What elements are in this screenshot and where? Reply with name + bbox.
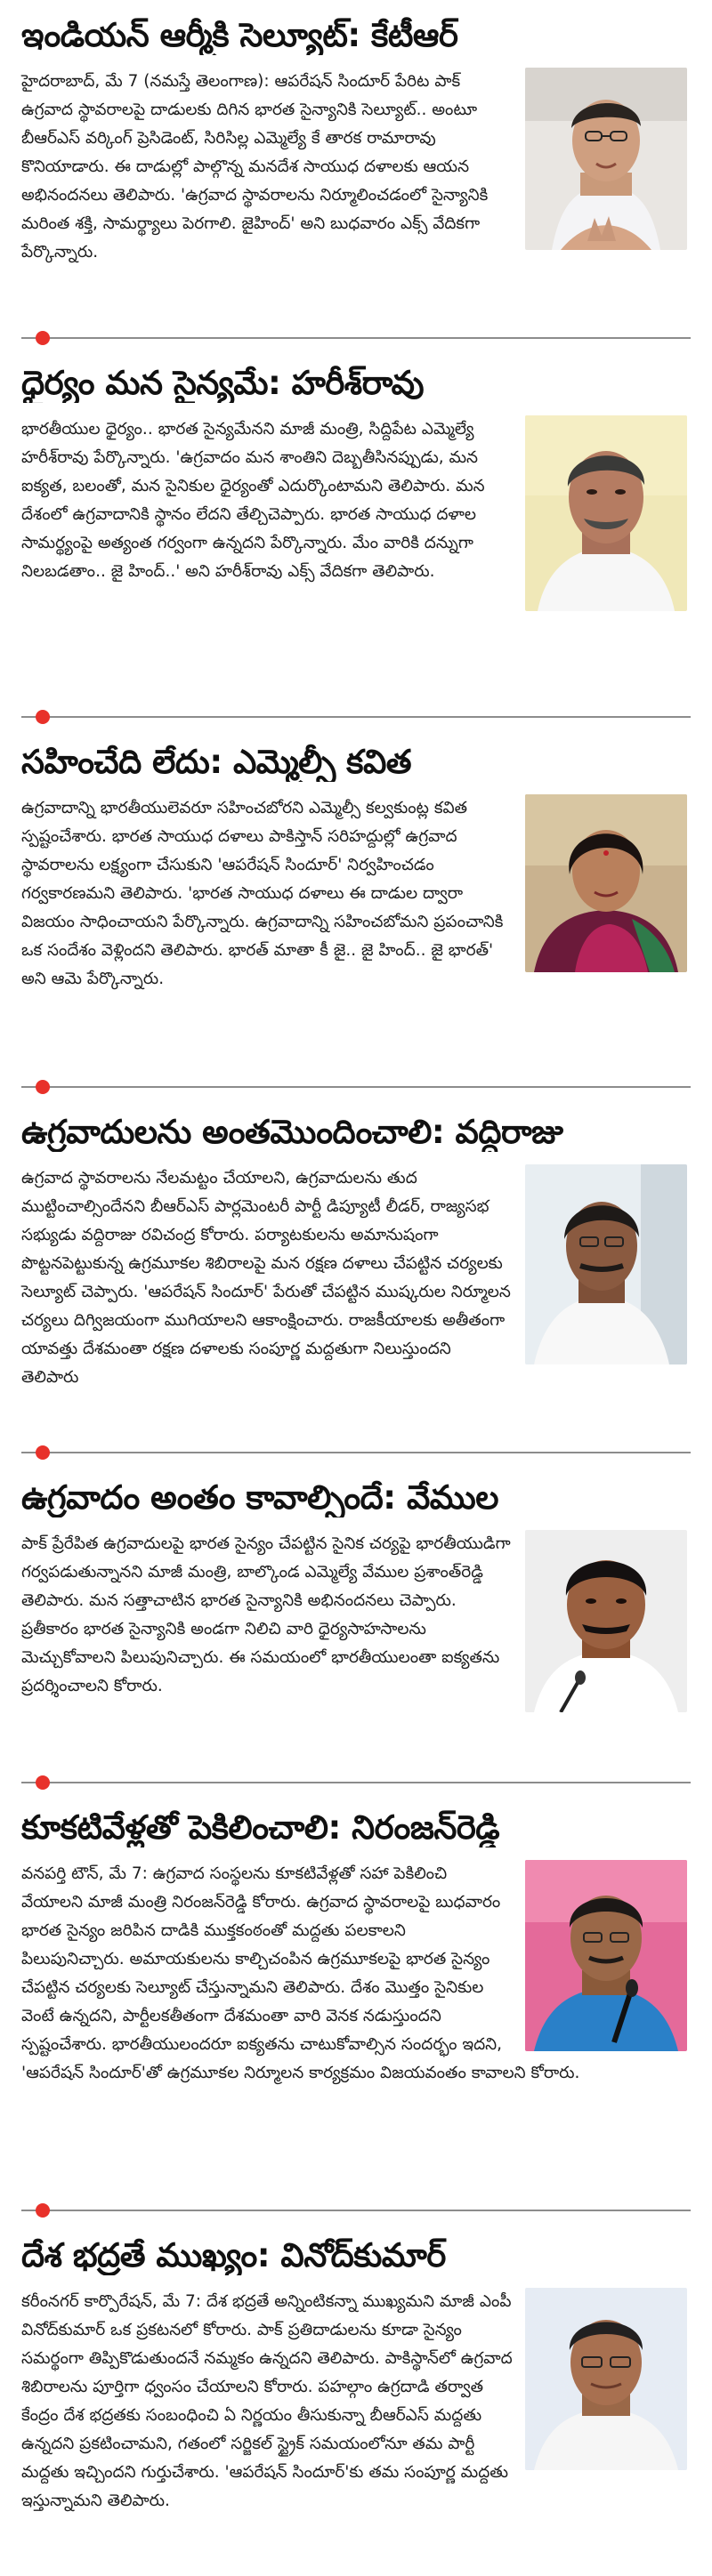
red-dot-icon xyxy=(36,1775,50,1790)
article-vaddiraju xyxy=(0,1097,712,1430)
headline: సహించేది లేదు: ఎమ్మెల్సీ కవిత xyxy=(21,743,412,781)
article-harish-rao xyxy=(0,348,712,695)
portrait-niranjan-reddy-icon xyxy=(525,1860,687,2051)
article-body: పాక్ ప్రేరేపిత ఉగ్రవాదులపై భారత సైన్యం చేపట్టిన సైనిక చర్యపై భారతీయుడిగా గర్వపడుతున్నానని మాజీ మంత్రి, బాల్కొండ ఎమ్మెల్యే వేముల ప్రశాంత్‌రెడ్డి తెలిపారు. మన సత్తాచాటిన భారత సైన్యానికి అభినందనలు చెప్పారు. ప్రతీకారం భారత సైన్యానికి అండగా నిలిచి వారి ధైర్యసాహసాలను మెచ్చుకోవాలని పిలుపునిచ్చారు. ఈ సమయంలో భారతీయులంతా ఐక్యతను ప్రదర్శించాలని కోరారు. xyxy=(21,1534,511,1695)
article-kavitha xyxy=(0,727,712,1065)
portrait-vemula-icon xyxy=(525,1530,687,1712)
section-divider xyxy=(0,328,712,348)
headline: దేశ భద్రతే ముఖ్యం: వినోద్‌కుమార్ xyxy=(21,2236,446,2274)
article-body: ఉగ్రవాదాన్ని భారతీయులెవరూ సహించబోరని ఎమ్మెల్సీ కల్వకుంట్ల కవిత స్పష్టంచేశారు. భారత సాయుధ దళాలు పాకిస్తాన్ సరిహద్దుల్లో ఉగ్రవాద స్థావరాలను లక్ష్యంగా చేసుకుని 'ఆపరేషన్ సిందూర్' నిర్వహించడం గర్వకారణమని తెలిపారు. 'భారత సాయుధ దళాలు ఈ దాడుల ద్వారా విజయం సాధించాయని పేర్కొన్నారు. ఉగ్రవాదాన్ని సహించబోమని ప్రపంచానికి ఒక సందేశం వెళ్లిందని తెలిపారు. భారత్ మాతా కీ జై.. జై హింద్.. జై భారత్' అని ఆమె పేర్కొన్నారు. xyxy=(21,798,504,988)
section-divider xyxy=(0,707,712,727)
portrait-ktr-icon xyxy=(525,68,687,250)
red-dot-icon xyxy=(36,710,50,724)
article-body: భారతీయుల ధైర్యం.. భారత సైన్యమేనని మాజీ మంత్రి, సిద్దిపేట ఎమ్మెల్యే హరీశ్‌రావు పేర్కొన్నారు. 'ఉగ్రవాదం మన శాంతిని దెబ్బతీసినప్పుడు, మన ఐక్యత, బలంతో, మన సైనికుల ధైర్యంతో ఎదుర్కొంటామని తెలిపారు. మన దేశంలో ఉగ్రవాదానికి స్థానం లేదని తేల్చిచెప్పారు. భారత సాయుధ దళాల సామర్థ్యంపై అత్యంత గర్వంగా ఉన్నదని పేర్కొన్నారు. మేం వారికి దన్నుగా నిలబడతాం.. జై హింద్..' అని హరీశ్‌రావు ఎక్స్ వేదికగా తెలిపారు. xyxy=(21,419,485,581)
article-body: హైదరాబాద్, మే 7 (నమస్తే తెలంగాణ): ఆపరేషన్ సిందూర్ పేరిట పాక్ ఉగ్రవాద స్థావరాలపై దాడులకు దిగిన భారత సైన్యానికి సెల్యూట్.. అంటూ బీఆర్ఎస్ వర్కింగ్ ప్రెసిడెంట్, సిరిసిల్ల ఎమ్మెల్యే కే తారక రామారావు కొనియాడారు. ఈ దాడుల్లో పాల్గొన్న మనదేశ సాయుధ దళాలకు ఆయన అభినందనలు తెలిపారు. 'ఉగ్రవాద స్థావరాలను నిర్మూలించడంలో సైన్యానికి మరింత శక్తి, సామర్థ్యాలు పెరగాలి. జైహింద్' అని బుధవారం ఎక్స్ వేదికగా పేర్కొన్నారు. xyxy=(21,71,489,262)
portrait-kavitha-icon xyxy=(525,794,687,972)
section-divider xyxy=(0,1773,712,1792)
article-vinod-kumar xyxy=(0,2220,712,2576)
headline: ఉగ్రవాదం అంతం కావాల్సిందే: వేముల xyxy=(21,1478,498,1517)
headline: కూకటివేళ్లతో పెకిలించాలి: నిరంజన్‌రెడ్డి xyxy=(21,1808,500,1847)
article-body: వనపర్తి టౌన్, మే 7: ఉగ్రవాద సంస్థలను కూకటివేళ్లతో సహా పెకిలించి వేయాలని మాజీ మంత్రి నిరంజన్‌రెడ్డి కోరారు. ఉగ్రవాద స్థావరాలపై బుధవారం భారత సైన్యం జరిపిన దాడికి ముక్తకంఠంతో మద్దతు పలకాలని పిలుపునిచ్చారు. అమాయకులను కాల్చిచంపిన ఉగ్రమూకలపై భారత సైన్యం చేపట్టిన చర్యలకు సెల్యూట్ చేస్తున్నామని తెలిపారు. దేశం మొత్తం సైనికుల వెంటే ఉన్నదని, పార్టీలకతీతంగా దేశమంతా వారి వెనక నడుస్తుందని స్పష్టంచేశారు. భారతీయులందరూ ఐక్యతను చాటుకోవాల్సిన సందర్భం ఇదని, 'ఆపరేషన్ సిందూర్'తో ఉగ్రమూకల నిర్మూలన కార్యక్రమం విజయవంతం కావాలని కోరారు. xyxy=(21,1864,580,2082)
red-dot-icon xyxy=(36,1445,50,1460)
headline: ఉగ్రవాదులను అంతమొందించాలి: వద్దిరాజు xyxy=(21,1113,563,1151)
article-niranjan-reddy xyxy=(0,1792,712,2188)
article-vemula xyxy=(0,1462,712,1760)
article-body: కరీంనగర్ కార్పొరేషన్, మే 7: దేశ భద్రతే అన్నింటికన్నా ముఖ్యమని మాజీ ఎంపీ వినోద్‌కుమార్ ఒక ప్రకటనలో కోరారు. పాక్ ప్రతిదాడులను కూడా సైన్యం సమర్థంగా తిప్పికొడుతుందనే నమ్మకం ఉన్నదని తెలిపారు. పాకిస్థాన్‌లో ఉగ్రవాద శిబిరాలను పూర్తిగా ధ్వంసం చేయాలని కోరారు. పహల్గాం ఉగ్రదాడి తర్వాత కేంద్రం దేశ భద్రతకు సంబంధించి ఏ నిర్ణయం తీసుకున్నా బీఆర్ఎస్ మద్దతు ఉన్నదని ప్రకటించామని, గతంలో సర్జికల్ స్ట్రైక్ సమయంలోనూ తమ పార్టీ మద్దతు ఇచ్చిందని గుర్తుచేశారు. 'ఆపరేషన్ సిందూర్'కు తమ సంపూర్ణ మద్దతు ఇస్తున్నామని తెలిపారు. xyxy=(21,2291,513,2510)
red-dot-icon xyxy=(36,2203,50,2218)
portrait-harish-rao-icon xyxy=(525,415,687,611)
section-divider xyxy=(0,1077,712,1097)
article-ktr xyxy=(0,0,712,316)
red-dot-icon xyxy=(36,1080,50,1094)
portrait-vaddiraju-icon xyxy=(525,1164,687,1364)
article-body: ఉగ్రవాద స్థావరాలను నేలమట్టం చేయాలని, ఉగ్రవాదులను తుద ముట్టించాల్సిందేనని బీఆర్ఎస్ పార్లమెంటరీ పార్టీ డిప్యూటీ లీడర్, రాజ్యసభ సభ్యుడు వద్దిరాజు రవిచంద్ర కోరారు. పర్యాటకులను అమానుషంగా పొట్టనపెట్టుకున్న ఉగ్రమూకల శిబిరాలపై మన రక్షణ దళాలు చేపట్టిన చర్యలకు సెల్యూట్ చెప్పారు. 'ఆపరేషన్ సిందూర్' పేరుతో చేపట్టిన ముష్కరుల నిర్మూలన చర్యలు దిగ్విజయంగా ముగియాలని ఆకాంక్షించారు. రాజకీయాలకు అతీతంగా యావత్తు దేశమంతా రక్షణ దళాలకు సంపూర్ణ మద్దతుగా నిలుస్తుందని తెలిపారు xyxy=(21,1168,511,1387)
section-divider xyxy=(0,2201,712,2220)
red-dot-icon xyxy=(36,331,50,345)
portrait-vinod-kumar-icon xyxy=(525,2288,687,2470)
headline: ఇండియన్ ఆర్మీకి సెల్యూట్: కేటీఆర్ xyxy=(21,16,458,54)
headline: ధైర్యం మన సైన్యమే: హరీశ్‌రావు xyxy=(21,364,425,402)
section-divider xyxy=(0,1443,712,1462)
